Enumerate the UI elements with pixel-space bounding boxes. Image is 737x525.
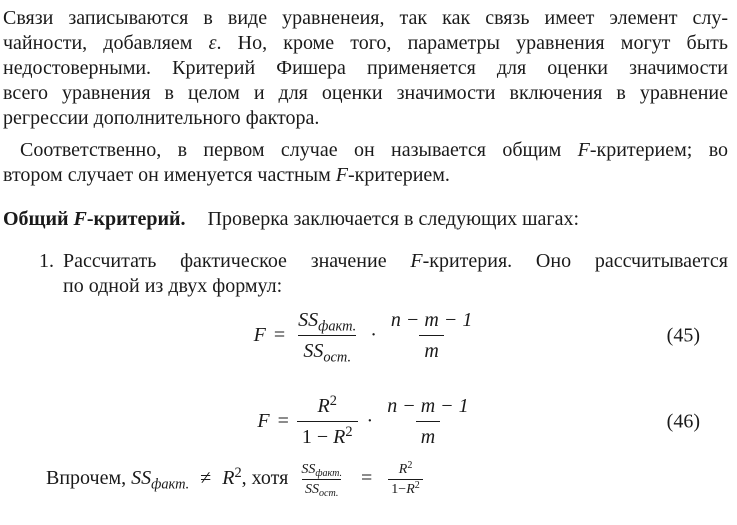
fraction-degrees-of-freedom (382, 394, 473, 449)
math-f: F (335, 164, 348, 186)
text-line (3, 81, 728, 106)
math-f: F (257, 410, 270, 432)
fraction-numerator: $SS_{факт.}$ (298, 309, 357, 335)
not-equal-sign: ≠ (200, 467, 212, 490)
paragraph-text: -критерием; во (589, 139, 729, 161)
fraction-denominator: $1 - R^2$ (297, 421, 358, 449)
text-line (3, 106, 728, 131)
math-epsilon: ε (208, 32, 217, 54)
fraction-numerator: $SS_{факт.}$ (301, 462, 343, 480)
section-heading-line (3, 207, 728, 232)
math-f: F (253, 324, 266, 346)
equals-sign: = (273, 324, 286, 346)
paragraph-text: Впрочем, (46, 467, 127, 490)
text-line (3, 56, 728, 81)
fraction-numerator: n − m − 1 (390, 309, 473, 331)
inline-fraction-ss (298, 461, 345, 498)
equation-body (253, 308, 478, 366)
fraction-denominator: $SS_{ост.}$ (298, 335, 356, 363)
equals-sign: = (361, 467, 373, 490)
paragraph-text: всего уравнения в целом и для оценки значимости включения в уравнение (3, 82, 728, 104)
paragraph-text: -критерия. Оно рассчитывается (422, 250, 728, 272)
math-r-squared: $R^2$ (222, 464, 242, 490)
text-line (3, 6, 728, 31)
paragraph-text: по одной из двух формул: (63, 275, 283, 297)
fraction-degrees-of-freedom (386, 308, 477, 363)
text-line (3, 138, 728, 163)
paragraph-text: регрессии дополнительного фактора. (3, 107, 320, 129)
paragraph-text: Соответственно, в первом случае он называется общим (20, 139, 562, 161)
closing-note (46, 461, 728, 498)
list-item (3, 249, 728, 299)
inline-fraction-r-squared (388, 461, 423, 498)
multiplication-dot: · (366, 410, 374, 432)
text-line (3, 31, 728, 56)
fraction-denominator: m (416, 421, 440, 449)
fraction-r-squared (297, 394, 358, 449)
paragraph-text: -критерием. (348, 164, 450, 186)
equation-body (257, 394, 473, 449)
text-line (3, 163, 728, 188)
fraction-numerator: $R^2$ (317, 392, 337, 417)
fraction-numerator: n − m − 1 (387, 395, 469, 417)
math-ss-fact: $SS_{факт.}$ (131, 467, 190, 493)
paragraph-text: . Но, кроме того, параметры уравнения могут быть (216, 32, 729, 54)
equation-number: (45) (666, 324, 700, 346)
paragraph-text: чайности, добавляем (3, 32, 193, 54)
fraction-denominator: m (419, 335, 443, 363)
equals-sign: = (277, 410, 289, 432)
paragraph-text: Рассчитать фактическое значение (63, 250, 387, 272)
math-f: F (577, 139, 590, 161)
paragraph-text: недостоверными. Критерий Фишера применяется для оценки значимости (3, 57, 728, 79)
math-f: F (410, 250, 423, 272)
fraction-numerator: $R^2$ (398, 459, 413, 477)
equation-number: (46) (666, 410, 700, 432)
equation-46 (3, 394, 728, 449)
multiplication-dot: · (370, 324, 377, 346)
section-heading: Общий F-критерий. (3, 208, 186, 230)
fraction-ss (293, 308, 361, 366)
list-item-number: 1. (39, 250, 54, 272)
text-line (63, 274, 728, 299)
paragraph-text: втором случает он именуется частным (3, 164, 331, 186)
fraction-denominator: $1-R^2$ (388, 479, 423, 498)
equation-45 (3, 308, 728, 366)
section-lead-text: Проверка заключается в следующих шагах: (207, 208, 580, 230)
text-line (63, 249, 728, 274)
paragraph-text: , хотя (241, 467, 289, 490)
paragraph-f-criterion-naming (3, 138, 728, 188)
math-f: F (73, 208, 87, 230)
paragraph-text: Связи записываются в виде уравненеия, так как связь имеет элемент слу- (3, 7, 728, 29)
paragraph-intro (3, 6, 728, 131)
fraction-denominator: $SS_{ост.}$ (302, 479, 341, 498)
